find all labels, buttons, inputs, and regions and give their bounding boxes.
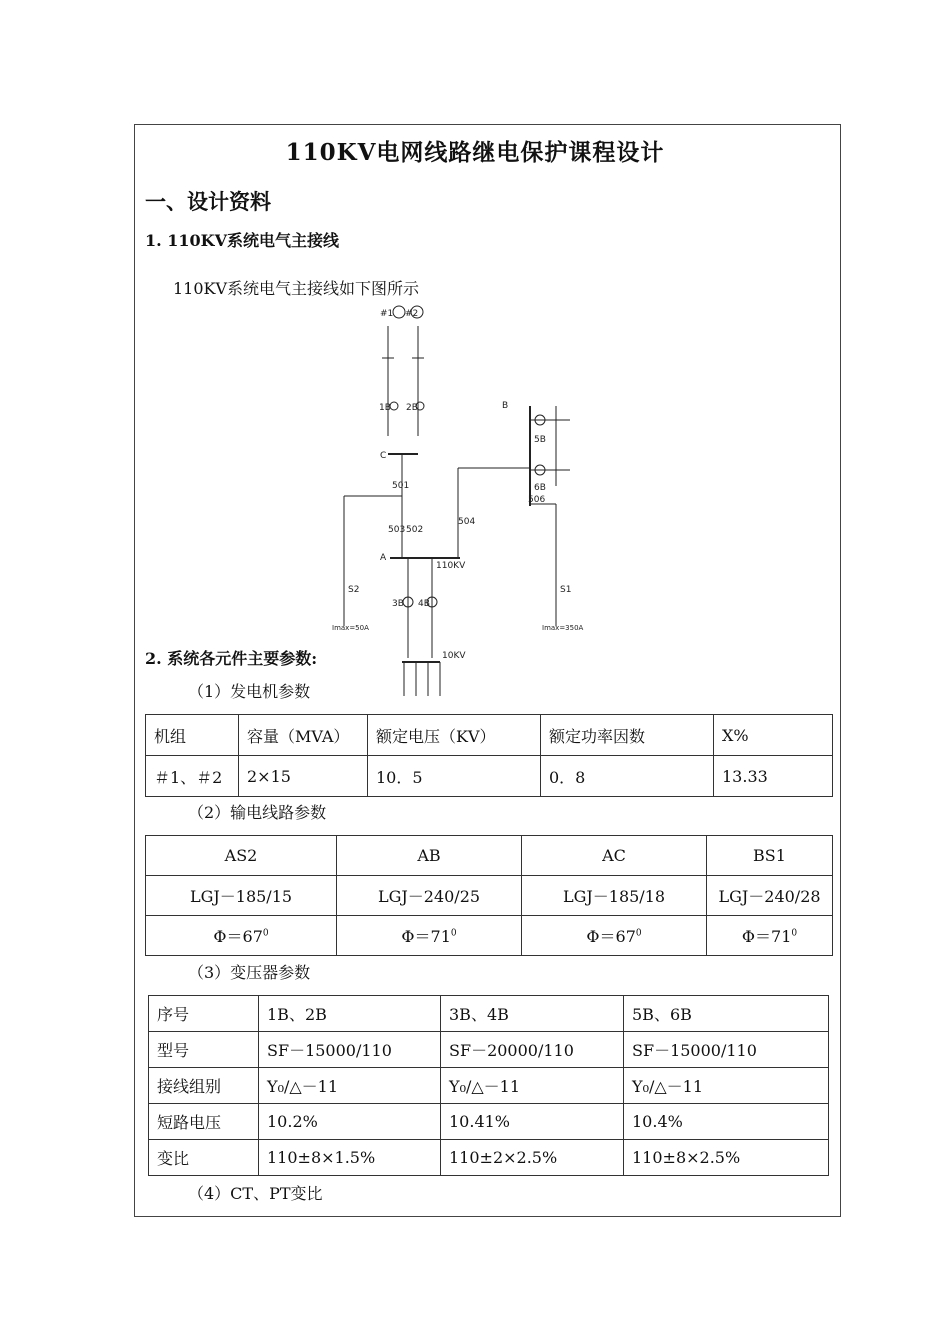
table-cell: 接线组别 (149, 1068, 259, 1104)
subsection-heading-1: 1. 110KV系统电气主接线 (145, 231, 339, 250)
label-506: 506 (528, 495, 546, 505)
table-cell (337, 916, 522, 956)
label-imax-350a: Imax=350A (542, 624, 584, 632)
table-cell: 10．5 (368, 756, 541, 797)
line-table (145, 835, 833, 956)
line-params-label: （2）输电线路参数 (188, 803, 327, 822)
table-row (149, 1104, 829, 1140)
table-cell: 变比 (149, 1140, 259, 1176)
label-3b: 3B (392, 599, 404, 609)
degree-sup: 0 (450, 928, 457, 939)
table-cell: 13.33 (714, 756, 833, 797)
angle-value: Φ＝67 (586, 927, 636, 946)
table-cell: 短路电压 (149, 1104, 259, 1140)
label-g2: #2 (405, 309, 419, 319)
degree-sup: 0 (791, 928, 798, 939)
table-cell: 0．8 (541, 756, 714, 797)
label-g1: #1 (380, 309, 394, 319)
transformer-table (148, 995, 829, 1176)
angle-value: Φ＝71 (401, 927, 451, 946)
label-502: 502 (406, 525, 424, 535)
table-row (149, 996, 829, 1032)
table-cell (146, 916, 337, 956)
table-cell: 2×15 (239, 756, 368, 797)
table-cell: Y₀/△－11 (441, 1068, 624, 1104)
generator-table (145, 714, 833, 797)
table-cell: 110±2×2.5% (441, 1140, 624, 1176)
section-heading: 一、设计资料 (145, 189, 271, 214)
table-cell (522, 916, 707, 956)
label-501: 501 (392, 481, 410, 491)
page-title: 110KV电网线路继电保护课程设计 (285, 139, 665, 166)
degree-sup: 0 (635, 928, 642, 939)
table-cell: 5B、6B (624, 996, 829, 1032)
table-cell: LGJ－185/18 (522, 876, 707, 916)
table-cell: SF－15000/110 (259, 1032, 441, 1068)
label-bus-b: B (502, 401, 509, 411)
table-header: 额定功率因数 (541, 715, 714, 756)
label-bus-a: A (380, 553, 387, 563)
table-header: 机组 (146, 715, 239, 756)
label-504: 504 (458, 517, 476, 527)
table-cell: 10.4% (624, 1104, 829, 1140)
label-4b: 4B (418, 599, 430, 609)
table-header: X% (714, 715, 833, 756)
table-row (149, 1032, 829, 1068)
table-cell: 3B、4B (441, 996, 624, 1032)
table-cell: 110±8×1.5% (259, 1140, 441, 1176)
label-imax-50a: Imax=50A (332, 624, 369, 632)
table-row (146, 836, 833, 876)
generator-1-symbol (393, 306, 405, 318)
table-row (149, 1140, 829, 1176)
angle-value: Φ＝67 (213, 927, 263, 946)
transformer-params-label: （3）变压器参数 (188, 963, 311, 982)
label-2b: 2B (406, 403, 418, 413)
table-cell: ＃1、＃2 (146, 756, 239, 797)
label-5b: 5B (534, 435, 546, 445)
table-cell: 序号 (149, 996, 259, 1032)
table-header: 额定电压（KV） (368, 715, 541, 756)
label-10kv: 10KV (442, 651, 466, 661)
angle-value: Φ＝71 (741, 927, 792, 946)
diagram-caption: 110KV系统电气主接线如下图所示 (173, 279, 420, 298)
generator-params-label: （1）发电机参数 (188, 682, 311, 701)
table-cell: 1B、2B (259, 996, 441, 1032)
degree-sup: 0 (262, 928, 269, 939)
label-6b: 6B (534, 483, 546, 493)
transformer-1b-symbol (390, 402, 398, 410)
table-cell: SF－20000/110 (441, 1032, 624, 1068)
table-cell (707, 916, 833, 956)
table-header: AS2 (146, 836, 337, 876)
label-bus-c: C (380, 451, 387, 461)
subsection-heading-2: 2. 系统各元件主要参数: (145, 649, 318, 668)
table-header: AB (337, 836, 522, 876)
table-row (146, 876, 833, 916)
label-503: 503 (388, 525, 406, 535)
table-row (149, 1068, 829, 1104)
table-cell: LGJ－240/25 (337, 876, 522, 916)
table-row (146, 916, 833, 956)
table-row (146, 756, 833, 797)
table-header: AC (522, 836, 707, 876)
ct-pt-label: （4）CT、PT变比 (188, 1184, 323, 1203)
table-header: 容量（MVA） (239, 715, 368, 756)
label-s2: S2 (348, 585, 360, 595)
table-cell: 10.41% (441, 1104, 624, 1140)
main-wiring-diagram (330, 296, 590, 706)
label-110kv: 110KV (436, 561, 466, 571)
table-cell: Y₀/△－11 (259, 1068, 441, 1104)
table-row (146, 715, 833, 756)
table-cell: LGJ－240/28 (707, 876, 833, 916)
table-cell: 型号 (149, 1032, 259, 1068)
table-header: BS1 (707, 836, 833, 876)
table-cell: 10.2% (259, 1104, 441, 1140)
label-s1: S1 (560, 585, 572, 595)
label-1b: 1B (379, 403, 391, 413)
table-cell: 110±8×2.5% (624, 1140, 829, 1176)
table-cell: LGJ－185/15 (146, 876, 337, 916)
table-cell: SF－15000/110 (624, 1032, 829, 1068)
table-cell: Y₀/△－11 (624, 1068, 829, 1104)
